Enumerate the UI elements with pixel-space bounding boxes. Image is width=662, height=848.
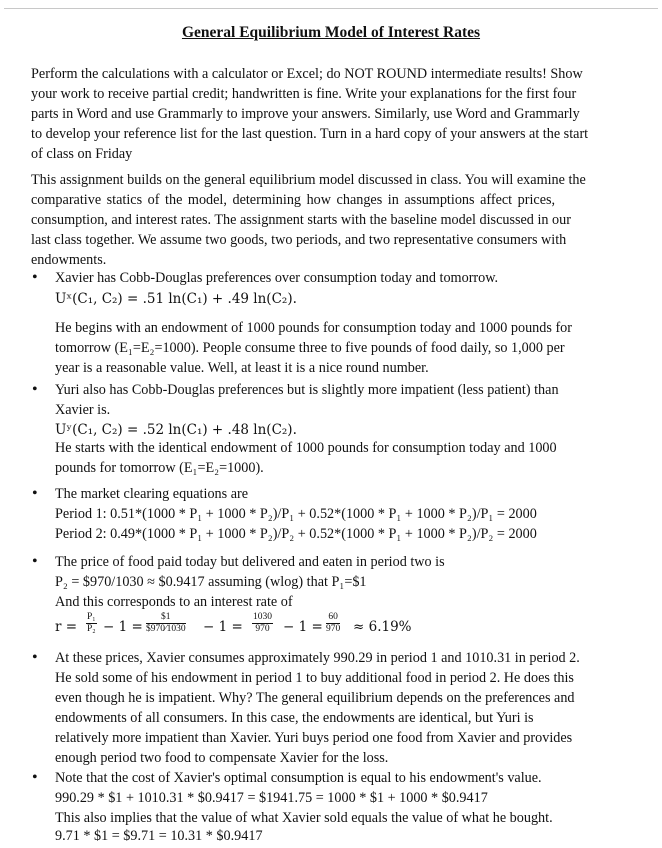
yuri-line: Xavier is.: [55, 402, 111, 418]
minus-one: − 1 =: [103, 619, 143, 635]
consumption-line: enough period two food to compensate Xavier for the loss.: [55, 750, 389, 766]
price-line: The price of food paid today but delivered and eaten in period two is: [55, 554, 445, 570]
fraction-denominator: 970: [326, 624, 341, 634]
bullet-marker: •: [32, 553, 38, 570]
yuri-line: Yuri also has Cobb-Douglas preferences but is slightly more impatient (less patient) than: [55, 382, 559, 398]
minus-one: − 1 =: [283, 619, 323, 635]
intro-line: Perform the calculations with a calculator or Excel; do NOT ROUND intermediate results! Show: [31, 66, 583, 82]
xavier-endowment-line: year is a reasonable value. Well, at least it is a nice round number.: [55, 360, 429, 376]
xavier-utility-equation: Uˣ(C₁, C₂) = .51 ln(C₁) + .49 ln(C₂).: [55, 291, 297, 307]
assignment-line: endowments.: [31, 252, 107, 268]
assignment-line: last class together. We assume two goods, two periods, and two representative consumers with: [31, 232, 567, 248]
fraction-numerator: 1030: [253, 612, 272, 622]
fraction-numerator: $1: [146, 612, 186, 624]
fraction-denominator: P₂: [87, 624, 96, 634]
consumption-line: He sold some of his endowment in period 1 to buy additional food in period 2. He does this: [55, 670, 574, 686]
cost-equation: 9.71 * $1 = $9.71 = 10.31 * $0.9417: [55, 828, 263, 844]
xavier-line: Xavier has Cobb-Douglas preferences over consumption today and tomorrow.: [55, 270, 499, 286]
consumption-line: endowments of all consumers. In this case, the endowments are identical, but Yuri is: [55, 710, 534, 726]
fraction-denominator: $970⁄1030: [146, 624, 186, 634]
fraction-denominator: 970: [255, 624, 270, 634]
yuri-endowment-line: He starts with the identical endowment of 1000 pounds for consumption today and 1000: [55, 440, 557, 456]
bullet-marker: •: [32, 649, 38, 666]
cost-equation: 990.29 * $1 + 1010.31 * $0.9417 = $1941.75 = 1000 * $1 + 1000 * $0.9417: [55, 790, 488, 806]
rate-prefix: r =: [55, 619, 78, 635]
fraction-p1-over-p2: [86, 612, 97, 635]
cost-line: This also implies that the value of what Xavier sold equals the value of what he bought.: [55, 810, 553, 826]
fraction-numerator: 60: [326, 612, 340, 624]
price-line: And this corresponds to an interest rate of: [55, 594, 293, 610]
fraction-numerator: P₁: [87, 612, 96, 622]
bullet-marker: •: [32, 485, 38, 502]
assignment-line: This assignment builds on the general equilibrium model discussed in class. You will examine the: [31, 172, 586, 188]
consumption-line: relatively more impatient than Xavier. Yuri buys period one food from Xavier and provides: [55, 730, 573, 746]
market-period1-equation: Period 1: 0.51*(1000 * P₁ + 1000 * P₂)/P₁ + 0.52*(1000 * P₁ + 1000 * P₂)/P₁ = 2000: [55, 506, 537, 522]
fraction-dollar-ratio: [146, 612, 186, 635]
intro-line: to develop your reference list for the last question. Turn in a hard copy of your answers at the start: [31, 126, 589, 142]
xavier-endowment-line: tomorrow (E₁=E₂=1000). People consume three to five pounds of food daily, so 1,000 per: [55, 340, 565, 356]
bullet-marker: •: [32, 381, 38, 398]
fraction-60-over-970: [326, 612, 340, 635]
yuri-endowment-line: pounds for tomorrow (E₁=E₂=1000).: [55, 460, 264, 476]
intro-line: parts in Word and use Grammarly to improve your answers. Similarly, use Word and Grammarly: [31, 106, 580, 122]
bullet-marker: •: [32, 269, 38, 286]
xavier-endowment-line: He begins with an endowment of 1000 pounds for consumption today and 1000 pounds for: [55, 320, 572, 336]
intro-line: your work to receive partial credit; handwritten is fine. Write your explanations for the first four: [31, 86, 577, 102]
market-period2-equation: Period 2: 0.49*(1000 * P₁ + 1000 * P₂)/P₂ + 0.52*(1000 * P₁ + 1000 * P₂)/P₂ = 2000: [55, 526, 537, 542]
price-p2-line: P₂ = $970/1030 ≈ $0.9417 assuming (wlog) that P₁=$1: [55, 574, 367, 590]
consumption-line: At these prices, Xavier consumes approximately 990.29 in period 1 and 1010.31 in period 2.: [55, 650, 580, 666]
top-divider: [4, 8, 658, 9]
intro-line: of class on Friday: [31, 146, 133, 162]
minus-one: − 1 =: [203, 619, 243, 635]
bullet-marker: •: [32, 769, 38, 786]
cost-line: Note that the cost of Xavier's optimal consumption is equal to his endowment's value.: [55, 770, 542, 786]
rate-result: ≈ 6.19%: [353, 619, 412, 635]
fraction-1030-over-970: [252, 612, 273, 635]
yuri-utility-equation: Uʸ(C₁, C₂) = .52 ln(C₁) + .48 ln(C₂).: [55, 422, 297, 438]
market-line: The market clearing equations are: [55, 486, 249, 502]
assignment-line: consumption, and interest rates. The assignment starts with the baseline model discussed in our: [31, 212, 571, 228]
consumption-line: even though he is impatient. Why? The general equilibrium depends on the preferences and: [55, 690, 575, 706]
page-title: General Equilibrium Model of Interest Rates: [181, 24, 481, 41]
assignment-line: comparative statics of the model, determining how changes in assumptions affect prices,: [31, 192, 556, 208]
